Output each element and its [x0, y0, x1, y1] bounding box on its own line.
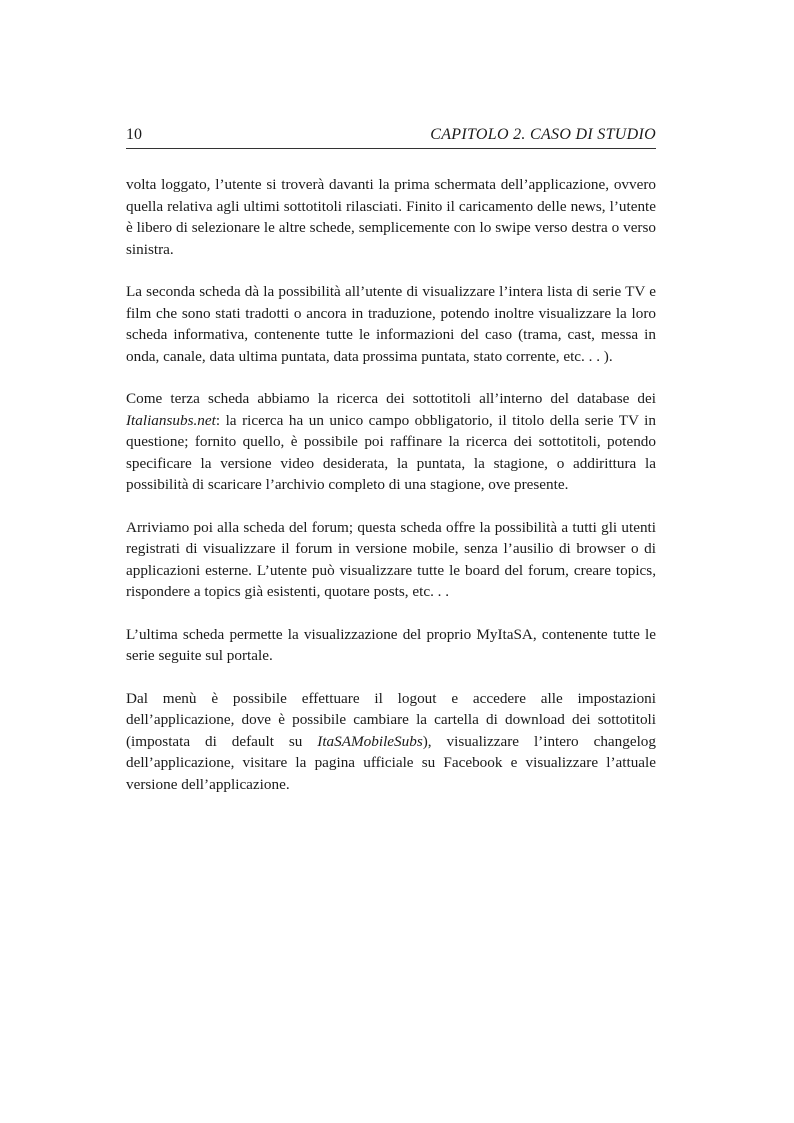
- paragraph-last-tab: L’ultima scheda permette la visualizzazione del proprio MyItaSA, contenente tutte le serie seguite sul portale.: [126, 625, 656, 664]
- body-text: [126, 174, 656, 816]
- paragraph-text: ), visualizzare l’intero changelog dell’applicazione, visitare la pagina ufficiale su Facebook e visualizzare l’attuale versione dell’applicazione.: [126, 732, 656, 793]
- paragraph-text: Come terza scheda abbiamo la ricerca dei sottotitoli all’interno del database dei: [126, 390, 656, 407]
- italic-term: Italiansubs.net: [126, 411, 216, 429]
- paragraph-forum-tab: Arriviamo poi alla scheda del forum; questa scheda offre la possibilità a tutti gli utenti registrati di visualizzare il forum in versione mobile, senza l’ausilio di browser o di applicazioni esterne. L’utente può visualizzare tutte le board del forum, creare topics, rispondere a topics già esistenti, quotare posts, etc. . .: [126, 518, 656, 600]
- paragraph-second-tab: La seconda scheda dà la possibilità all’utente di visualizzare l’intera lista di serie TV e film che sono stati tradotti o ancora in traduzione, potendo inoltre visualizzare la loro scheda informativa, contenente tutte le informazioni del caso (trama, cast, messa in onda, canale, data ultima puntata, data prossima puntata, stato corrente, etc. . . ).: [126, 283, 656, 365]
- paragraph-third-tab: [126, 388, 656, 496]
- paragraph-text: Dal menù è possibile effettuare il logout e accedere alle impostazioni dell’applicazione, dove è possibile cambiare la cartella di download dei sottotitoli (impostata di default su: [126, 689, 656, 750]
- italic-term: ItaSAMobileSubs: [317, 732, 423, 750]
- page-number: 10: [126, 126, 142, 143]
- paragraph-first-tab: volta loggato, l’utente si troverà davanti la prima schermata dell’applicazione, ovvero quella relativa agli ultimi sottotitoli rilasciati. Finito il caricamento delle news, l’utente è libero di selezionare le altre schede, semplicemente con lo swipe verso destra o verso sinistra.: [126, 176, 656, 258]
- page-header: [126, 126, 656, 149]
- paragraph-menu: [126, 688, 656, 796]
- running-head: CAPITOLO 2. CASO DI STUDIO: [430, 126, 656, 143]
- paragraph-text: : la ricerca ha un unico campo obbligatorio, il titolo della serie TV in questione; fornito quello, è possibile poi raffinare la ricerca dei sottotitoli, potendo specificare la versione video desiderata, la puntata, la stagione, o addirittura la possibilità di scaricare l’archivio completo di una stagione, ove presente.: [126, 411, 656, 493]
